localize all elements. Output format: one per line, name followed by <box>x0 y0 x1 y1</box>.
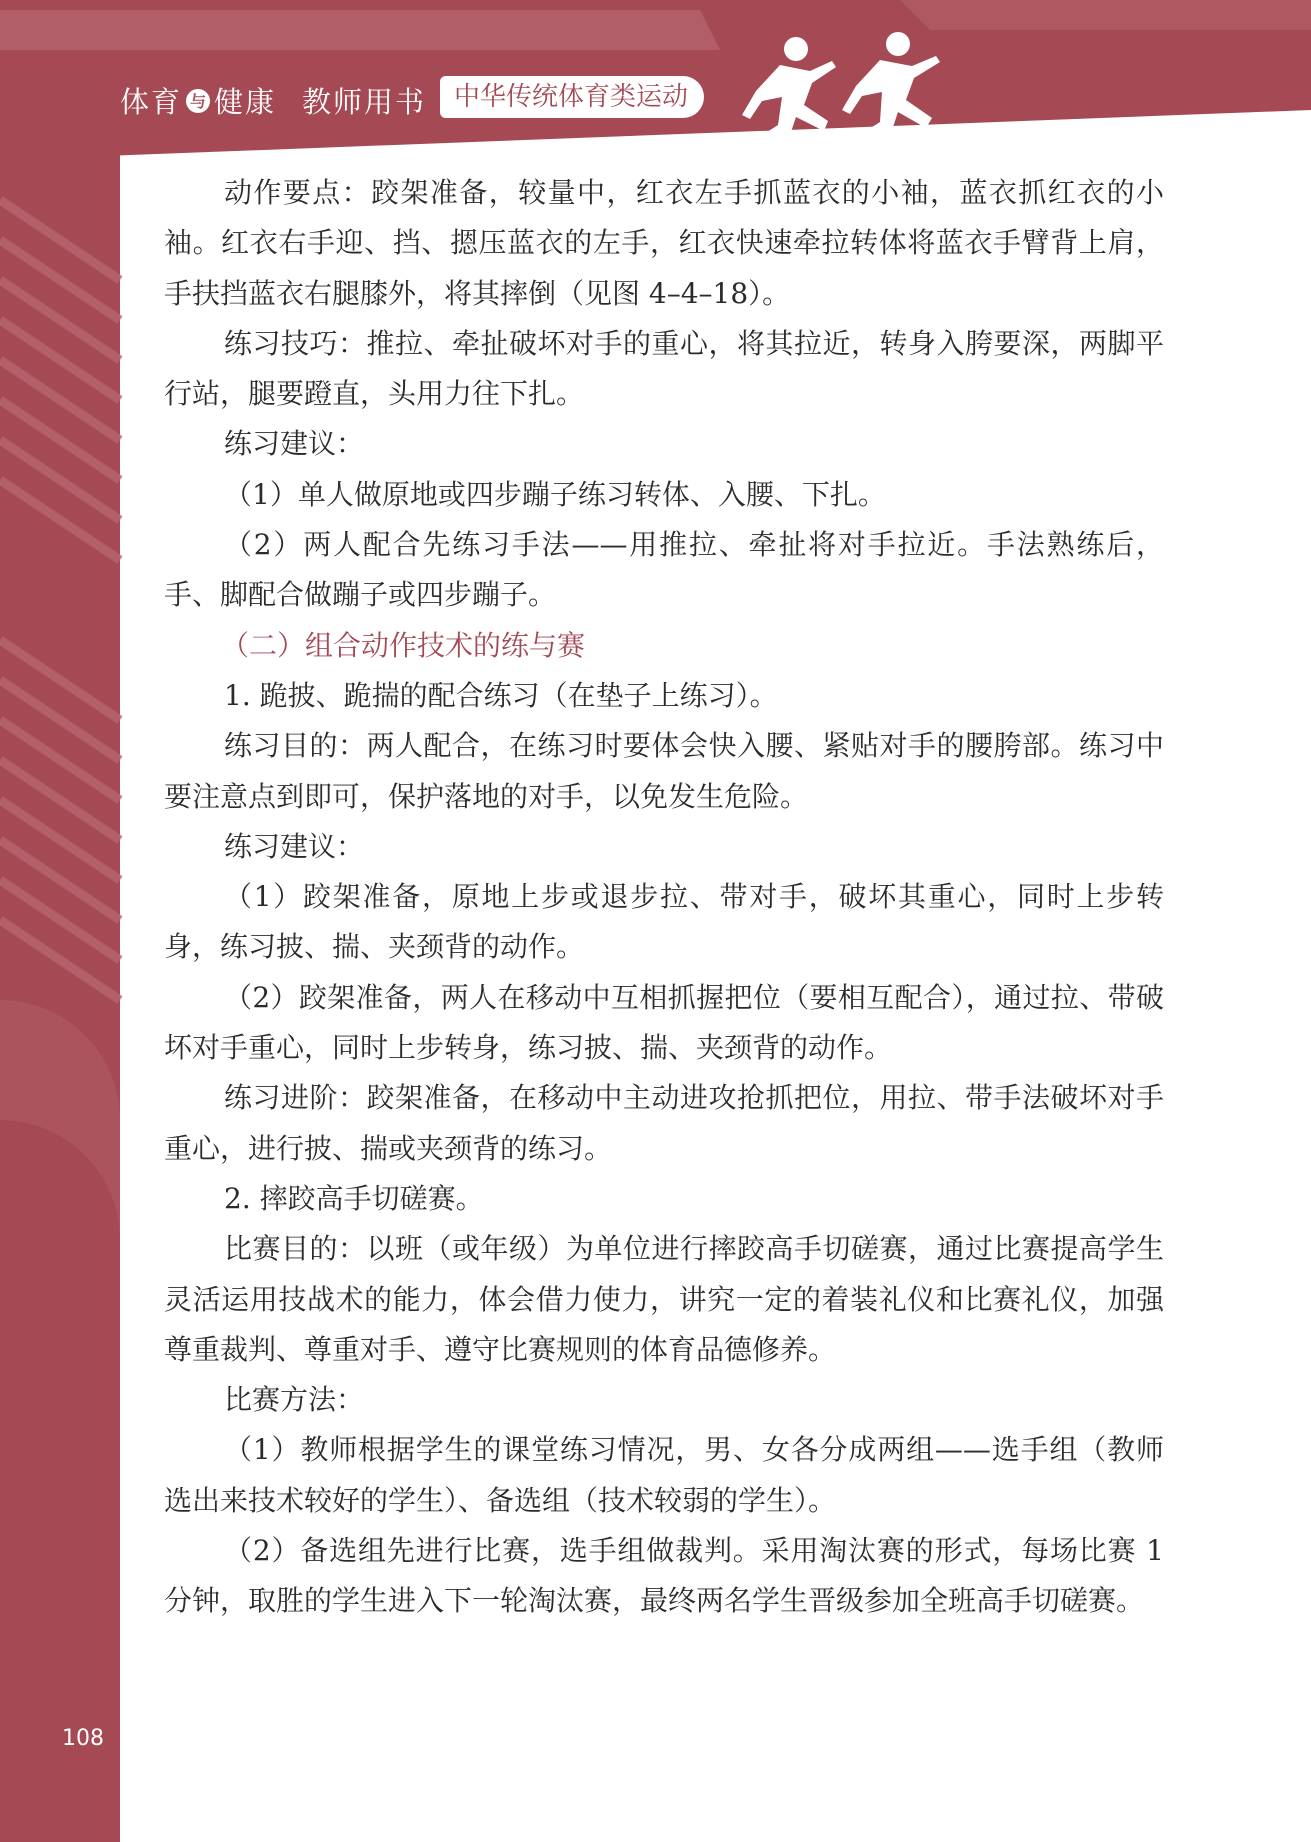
title-part-health: 健康 <box>214 85 277 119</box>
title-connector-badge: 与 <box>186 89 210 113</box>
chapter-tag: 中华传统体育类运动 <box>440 76 704 118</box>
title-part-sports: 体育 <box>120 85 183 119</box>
paragraph-item-2-title: 2. 摔跤高手切磋赛。 <box>224 1181 484 1215</box>
paragraph-practice-suggestions-label: 练习建议： <box>224 427 365 461</box>
paragraph-suggestion-1: （1）单人做原地或四步蹦子练习转体、入腰、下扎。 <box>224 477 886 511</box>
section-heading: （二）组合动作技术的练与赛 <box>221 628 586 662</box>
page-number: 108 <box>62 1726 104 1751</box>
title-part-teacher-book: 教师用书 <box>302 85 427 119</box>
paragraph-item-1-title: 1. 跪披、跪揣的配合练习（在垫子上练习）。 <box>224 678 778 712</box>
paragraph-competition-method-label: 比赛方法： <box>224 1383 365 1417</box>
paragraph-practice-goal: 练习目的：两人配合，在练习时要体会快入腰、紧贴对手的腰胯部。练习中要注意点到即可，保护落地的对手，以免发生危险。 <box>164 729 1164 813</box>
header-stripe <box>0 10 720 50</box>
paragraph-practice-suggestions-label-2: 练习建议： <box>224 829 365 863</box>
paragraph-method-1: （1）教师根据学生的课堂练习情况，男、女各分成两组——选手组（教师选出来技术较好的学生）、备选组（技术较弱的学生）。 <box>164 1433 1164 1517</box>
page-body <box>164 168 1164 1627</box>
paragraph-action-points: 动作要点：跤架准备，较量中，红衣左手抓蓝衣的小袖，蓝衣抓红衣的小袖。红衣右手迎、挡、摁压蓝衣的左手，红衣快速牵拉转体将蓝衣手臂背上肩，手扶挡蓝衣右腿膝外，将其摔倒（见图 4–4–18）。 <box>164 176 1164 310</box>
paragraph-practice-advanced: 练习进阶：跤架准备，在移动中主动进攻抢抓把位，用拉、带手法破坏对手重心，进行披、揣或夹颈背的练习。 <box>164 1081 1164 1165</box>
paragraph-practice-skills: 练习技巧：推拉、牵扯破坏对手的重心，将其拉近，转身入胯要深，两脚平行站，腿要蹬直，头用力往下扎。 <box>164 326 1164 411</box>
paragraph-competition-goal: 比赛目的：以班（或年级）为单位进行摔跤高手切磋赛，通过比赛提高学生灵活运用技战术的能力，体会借力使力，讲究一定的着装礼仪和比赛礼仪，加强尊重裁判、尊重对手、遵守比赛规则的体育品德修养。 <box>164 1232 1164 1366</box>
paragraph-method-2: （2）备选组先进行比赛，选手组做裁判。采用淘汰赛的形式，每场比赛 1 分钟，取胜的学生进入下一轮淘汰赛，最终两名学生晋级参加全班高手切磋赛。 <box>164 1534 1164 1618</box>
book-title <box>120 80 426 121</box>
header-stripe <box>900 0 1311 30</box>
paragraph-suggestion-2: （2）两人配合先练习手法——用推拉、牵扯将对手拉近。手法熟练后，手、脚配合做蹦子或四步蹦子。 <box>164 528 1164 612</box>
paragraph-suggestion-4: （2）跤架准备，两人在移动中互相抓握把位（要相互配合），通过拉、带破坏对手重心，同时上步转身，练习披、揣、夹颈背的动作。 <box>164 980 1164 1065</box>
paragraph-suggestion-3: （1）跤架准备，原地上步或退步拉、带对手，破坏其重心，同时上步转身，练习披、揣、夹颈背的动作。 <box>164 880 1164 964</box>
